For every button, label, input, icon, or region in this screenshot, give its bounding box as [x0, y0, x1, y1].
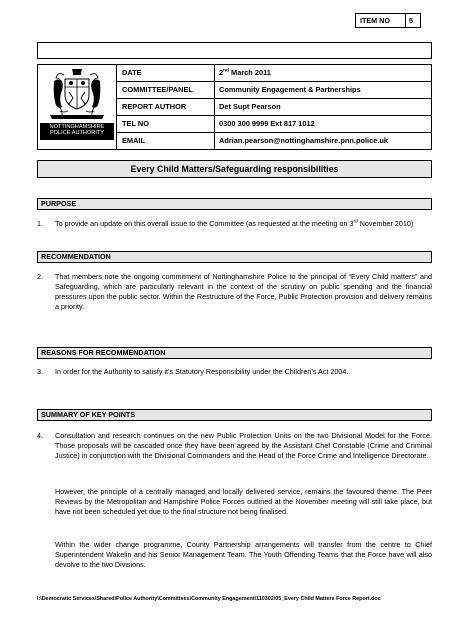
- item-number-box: [355, 13, 421, 28]
- info-row-tel: [117, 116, 431, 133]
- authority-badge: [40, 123, 114, 140]
- summary-heading: SUMMARY OF KEY POINTS: [37, 409, 432, 421]
- report-info: [117, 65, 431, 149]
- reasons-number: 3.: [37, 367, 43, 376]
- reasons-paragraph: [37, 367, 432, 389]
- item-number-value: 5: [409, 16, 413, 25]
- summary-paragraph-2: However, the principle of a centrally managed and locally delivered service, remains the favoured theme. The Peer Reviews by the Metropolitan and Hampshire Police Forces outlined at the November meeting will still take place, but have not been scheduled yet due to the final structure not being finalised.: [55, 487, 432, 516]
- author-label: REPORT AUTHOR: [117, 99, 215, 115]
- recommendation-heading: RECOMMENDATION: [37, 251, 432, 263]
- summary-paragraph-1: [37, 431, 432, 473]
- report-header-table: [37, 64, 432, 150]
- info-row-committee: [117, 82, 431, 99]
- email-value: Adrian.pearson@nottinghamshire.pnn.police.uk: [219, 135, 388, 145]
- purpose-text: To provide an update on this overall issue to the Committee (as requested at the meeting on 3rd November 2010): [55, 219, 414, 228]
- summary-paragraph-3: Within the wider change programme, County Partnership arrangements will transfer from the centre to Chief Superintendent Wakelin and his Senior Management Team. The Youth Offending Teams that the Force have will also devolve to the two Divisions.: [55, 540, 432, 569]
- date-value: 2nd March 2011: [219, 67, 271, 77]
- committee-value: Community Engagement & Partnerships: [219, 84, 361, 94]
- recommendation-paragraph: [37, 272, 432, 314]
- authority-label: NOTTINGHAMSHIRE POLICE AUTHORITY: [49, 124, 105, 137]
- header-blank-bar: [37, 42, 432, 59]
- info-row-email: [117, 133, 431, 149]
- file-path-footer: I:\Democratic Services\Shared\Police Authority\Committees\Community Engagement\110302\05_Every Child Matters Force Report.doc: [37, 596, 381, 602]
- item-number-label: ITEM NO: [356, 14, 406, 27]
- committee-label: COMMITTEE/PANEL: [117, 82, 215, 98]
- reasons-text: In order for the Authority to satisfy it’s Statutory Responsibility under the Children’s Act 2004.: [55, 367, 349, 376]
- reasons-heading: REASONS FOR RECOMMENDATION: [37, 347, 432, 359]
- info-row-author: [117, 99, 431, 116]
- tel-label: TEL NO: [117, 116, 215, 132]
- purpose-paragraph: [37, 219, 432, 241]
- recommendation-number: 2.: [37, 272, 43, 281]
- recommendation-text: That members note the ongoing commitment of Nottinghamshire Police to the principal of “Every Child matters” and Safeguarding, which are particularly relevant in the context of the scrutiny on public spending and the financial pressures upon the public sector. Within the Restructure of the Force, Public Protection provision and delivery remains a priority.: [55, 272, 432, 311]
- date-label: DATE: [117, 65, 215, 81]
- info-row-date: [117, 65, 431, 82]
- email-label: EMAIL: [117, 133, 215, 149]
- logo-cell: [38, 65, 117, 149]
- purpose-number: 1.: [37, 219, 43, 228]
- purpose-heading: PURPOSE: [37, 198, 432, 210]
- author-value: Det Supt Pearson: [219, 101, 281, 111]
- tel-value: 0300 300 9999 Ext 817 1012: [219, 118, 315, 128]
- summary-number: 4.: [37, 431, 43, 440]
- police-authority-crest-icon: [46, 67, 108, 122]
- summary-text-1: Consultation and research continues on the new Public Protection Units on the two Divisional Model for the Force. Those proposals will be cascaded once they have been agreed by the Assistant Chef Constable (Crime and Criminal Justice) in conjunction with the Divisional Commanders and the Head of the Force Crime and Intelligence Directorate.: [55, 431, 432, 460]
- report-title: Every Child Matters/Safeguarding responsibilities: [37, 160, 432, 178]
